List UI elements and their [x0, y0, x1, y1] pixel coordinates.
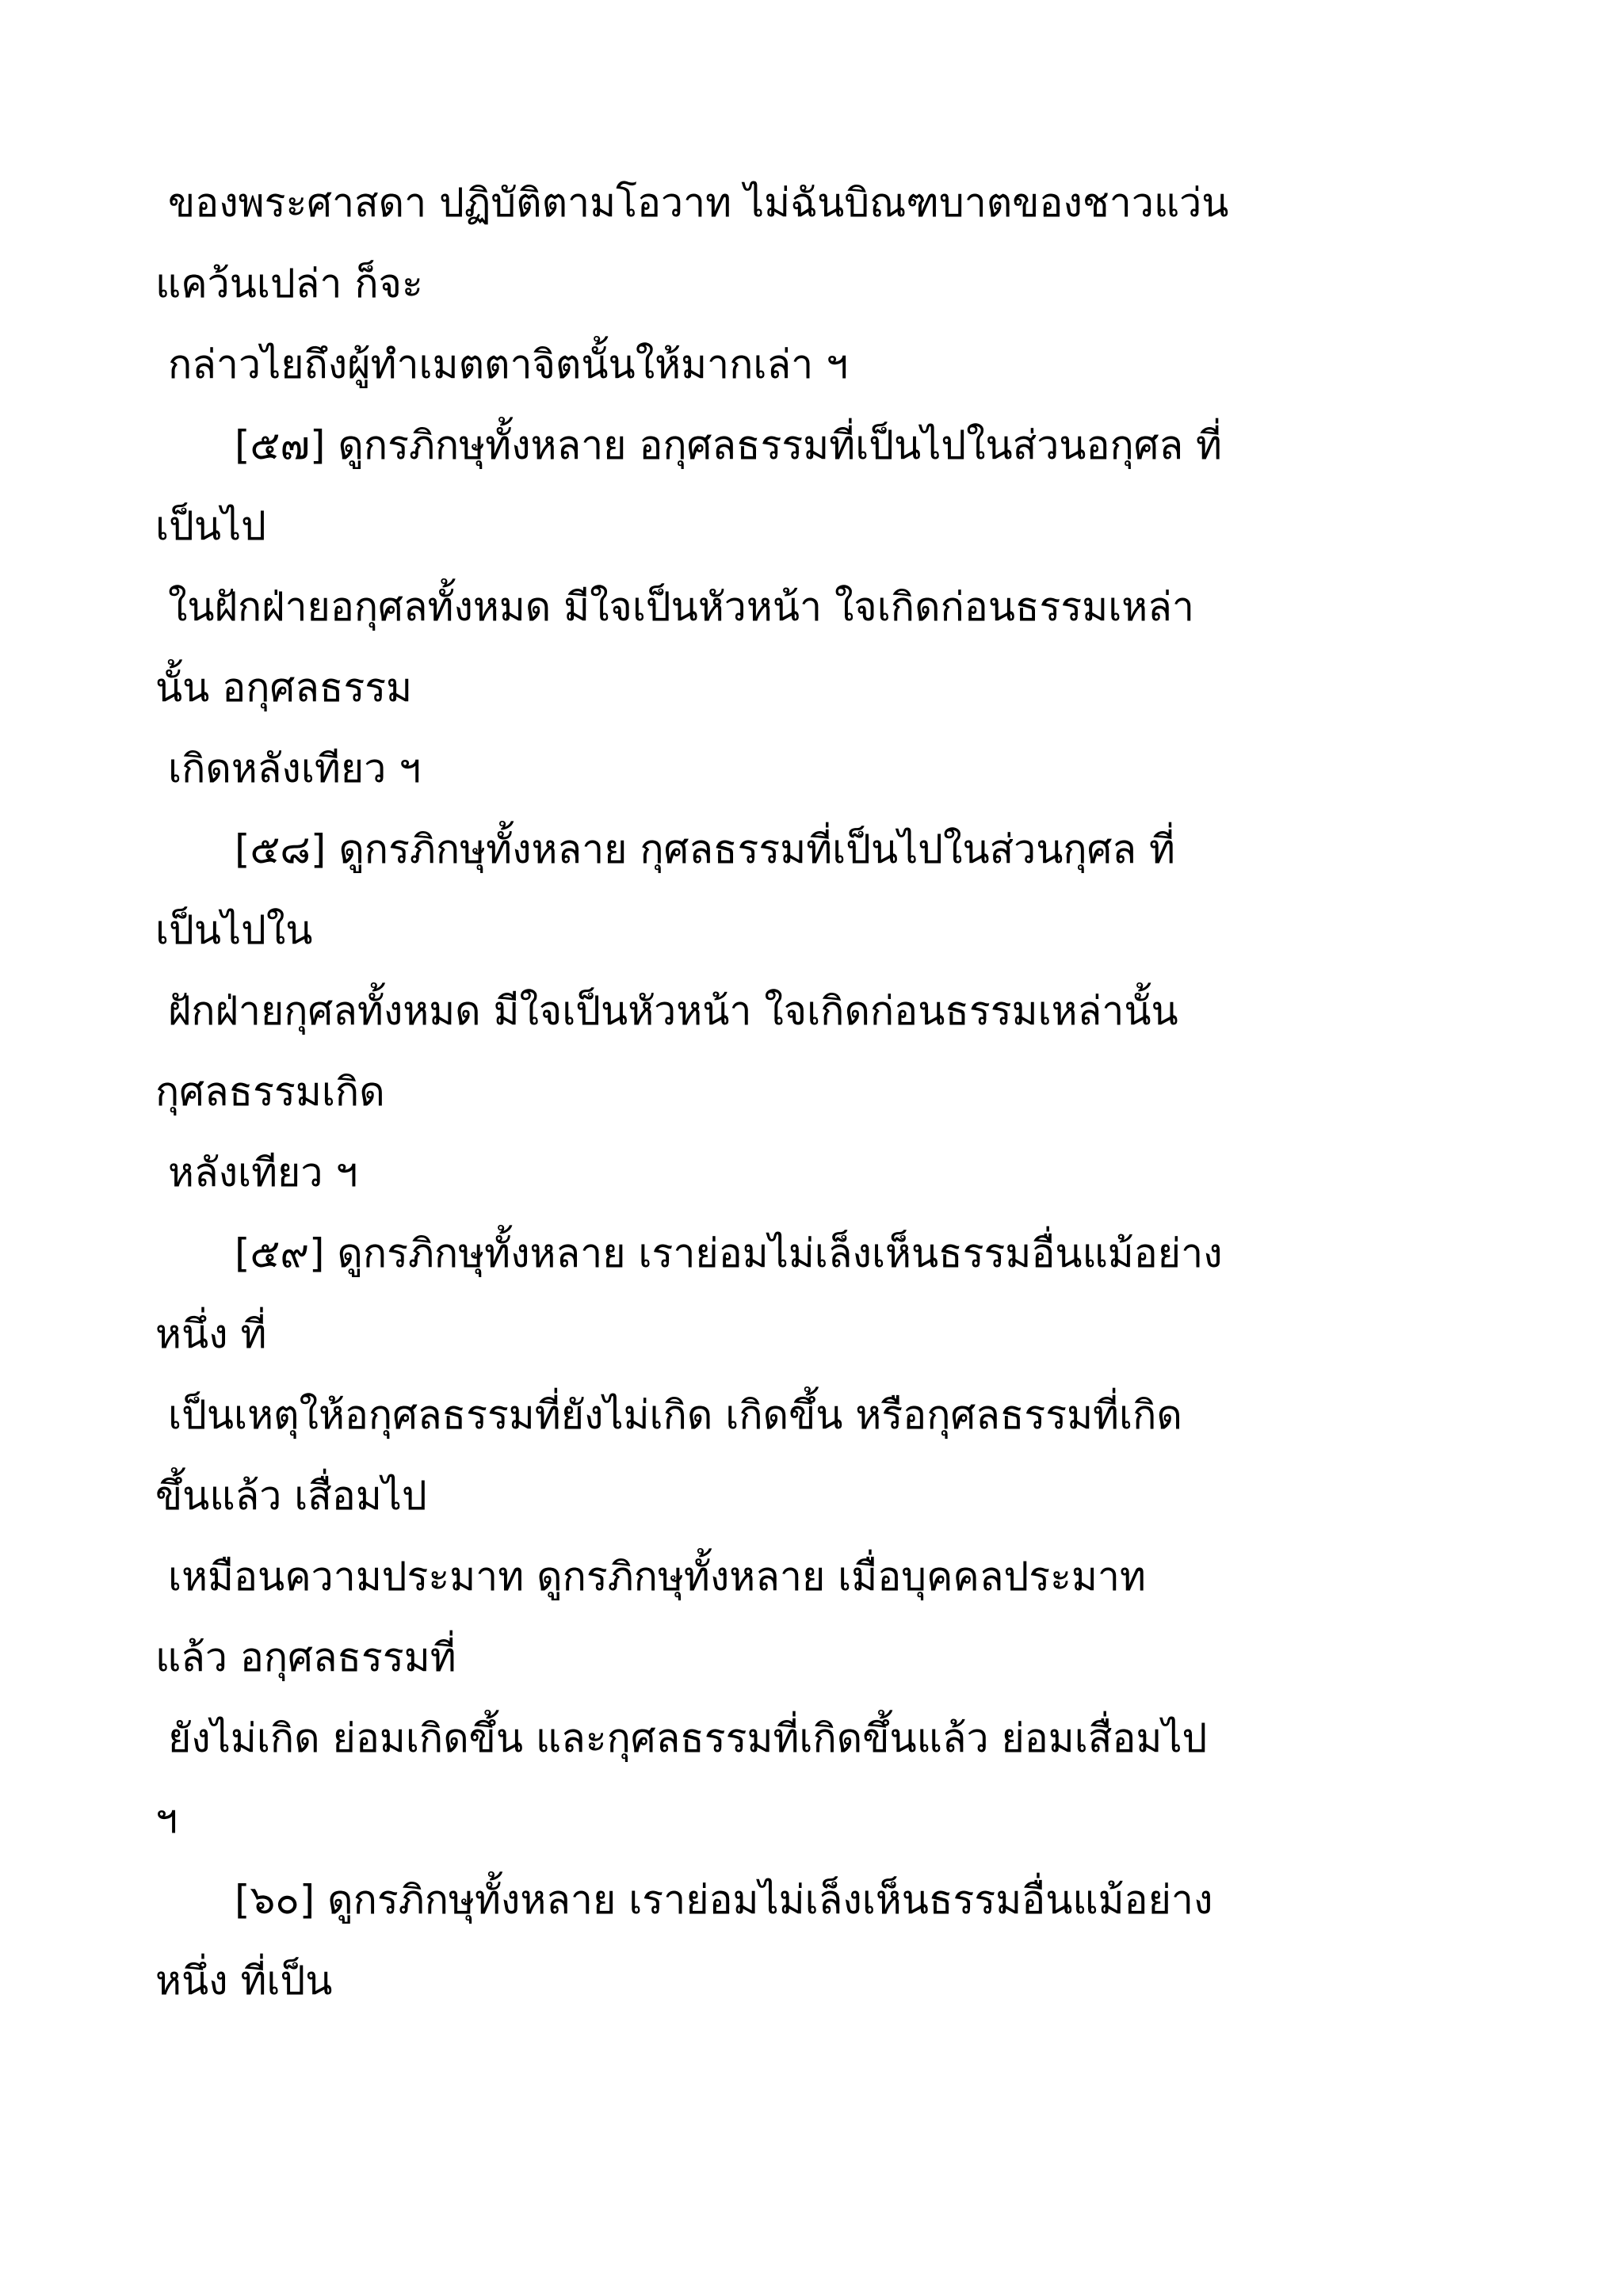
text-line: เป็นไป: [155, 503, 266, 549]
text-line: หลังเทียว ฯ: [168, 1150, 358, 1196]
paragraph-start-line: [๕๘] ดูกรภิกษุทั้งหลาย กุศลธรรมที่เป็นไปในส่วนกุศล ที่: [235, 826, 1175, 872]
text-line: ขึ้นแล้ว เสื่อมไป: [155, 1473, 427, 1519]
paragraph-start-line: [๖๐] ดูกรภิกษุทั้งหลาย เราย่อมไม่เล็งเห็นธรรมอื่นแม้อย่าง: [235, 1877, 1213, 1923]
text-line: กล่าวไยถึงผู้ทำเมตตาจิตนั้นให้มากเล่า ฯ: [168, 341, 849, 387]
paragraph-start-line: [๕๙] ดูกรภิกษุทั้งหลาย เราย่อมไม่เล็งเห็นธรรมอื่นแม้อย่าง: [235, 1230, 1223, 1276]
text-line: ฝักฝ่ายกุศลทั้งหมด มีใจเป็นหัวหน้า ใจเกิดก่อนธรรมเหล่านั้น: [168, 988, 1178, 1034]
text-line: เกิดหลังเทียว ฯ: [168, 746, 422, 791]
text-line: กุศลธรรมเกิด: [155, 1069, 385, 1115]
text-line: แล้ว อกุศลธรรมที่: [155, 1634, 456, 1680]
text-line: หนึ่ง ที่เป็น: [155, 1958, 333, 2004]
text-line: ฯ: [155, 1796, 178, 1842]
text-line: ของพระศาสดา ปฏิบัติตามโอวาท ไม่ฉันบิณฑบาตของชาวแว่น: [168, 180, 1229, 226]
text-line: นั้น อกุศลธรรม: [155, 665, 413, 711]
body-text: [155, 162, 1503, 2021]
text-line: หนึ่ง ที่: [155, 1311, 267, 1357]
text-line: เป็นเหตุให้อกุศลธรรมที่ยังไม่เกิด เกิดขึ้น หรือกุศลธรรมที่เกิด: [168, 1392, 1182, 1438]
text-line: ยังไม่เกิด ย่อมเกิดขึ้น และกุศลธรรมที่เกิดขึ้นแล้ว ย่อมเสื่อมไป: [168, 1715, 1208, 1761]
text-line: เหมือนความประมาท ดูกรภิกษุทั้งหลาย เมื่อบุคคลประมาท: [168, 1554, 1146, 1600]
text-line: แคว้นเปล่า ก็จะ: [155, 261, 423, 307]
paragraph-start-line: [๕๗] ดูกรภิกษุทั้งหลาย อกุศลธรรมที่เป็นไปในส่วนอกุศล ที่: [235, 422, 1222, 468]
text-line: เป็นไปใน: [155, 907, 313, 953]
text-line: ในฝักฝ่ายอกุศลทั้งหมด มีใจเป็นหัวหน้า ใจเกิดก่อนธรรมเหล่า: [168, 584, 1194, 630]
